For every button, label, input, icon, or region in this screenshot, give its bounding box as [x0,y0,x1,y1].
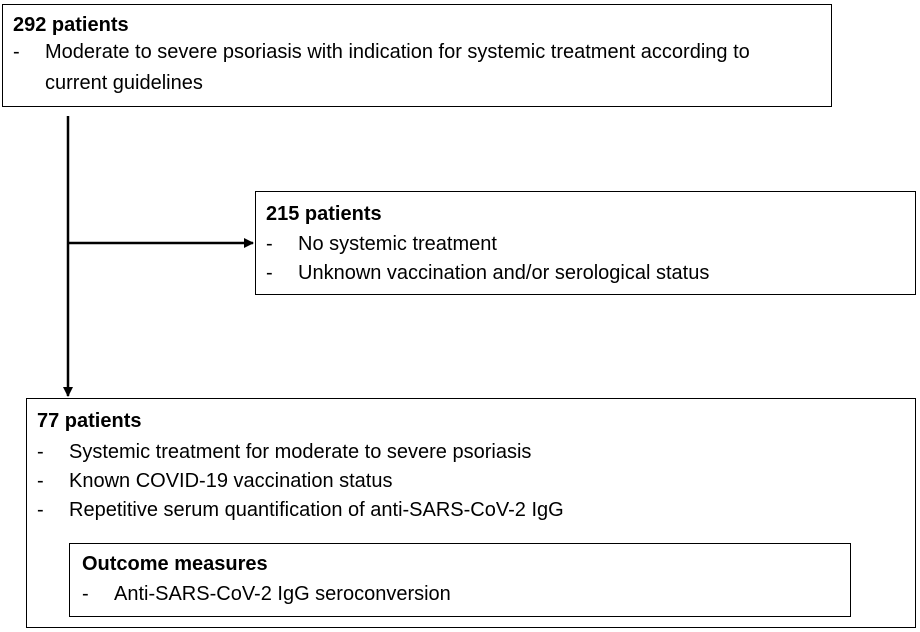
bullet-dash: - [13,41,20,63]
outcome-measures-box [69,543,851,617]
criterion-text: Known COVID-19 vaccination status [69,470,393,492]
enrolled-patients-title: 292 patients [13,14,129,36]
list-item [13,37,831,99]
outcome-list [82,580,850,609]
bullet-dash: - [37,470,44,492]
outcome-measures-title: Outcome measures [82,553,268,575]
excluded-patients-title: 215 patients [266,203,382,225]
bullet-dash: - [82,583,89,605]
criterion-text: Repetitive serum quantification of anti-SARS-CoV-2 IgG [69,499,564,521]
outcome-text: Anti-SARS-CoV-2 IgG seroconversion [114,583,451,605]
criterion-text: No systemic treatment [298,233,497,255]
list-item [37,438,915,467]
list-item [266,230,915,259]
criterion-text: Moderate to severe psoriasis with indication for systemic treatment according to current guidelines [45,41,750,94]
list-item [37,467,915,496]
included-patients-title: 77 patients [37,410,142,432]
bullet-dash: - [266,233,273,255]
list-item [266,259,915,288]
enrolled-criteria-list [13,37,831,99]
bullet-dash: - [266,262,273,284]
list-item [37,496,915,525]
excluded-patients-box [255,191,916,295]
included-patients-box [26,398,916,628]
list-item [82,580,850,609]
criterion-text: Unknown vaccination and/or serological status [298,262,710,284]
inclusion-criteria-list [37,438,915,525]
bullet-dash: - [37,499,44,521]
enrolled-patients-box [2,4,832,107]
bullet-dash: - [37,441,44,463]
exclusion-criteria-list [266,230,915,288]
criterion-text: Systemic treatment for moderate to severe psoriasis [69,441,532,463]
